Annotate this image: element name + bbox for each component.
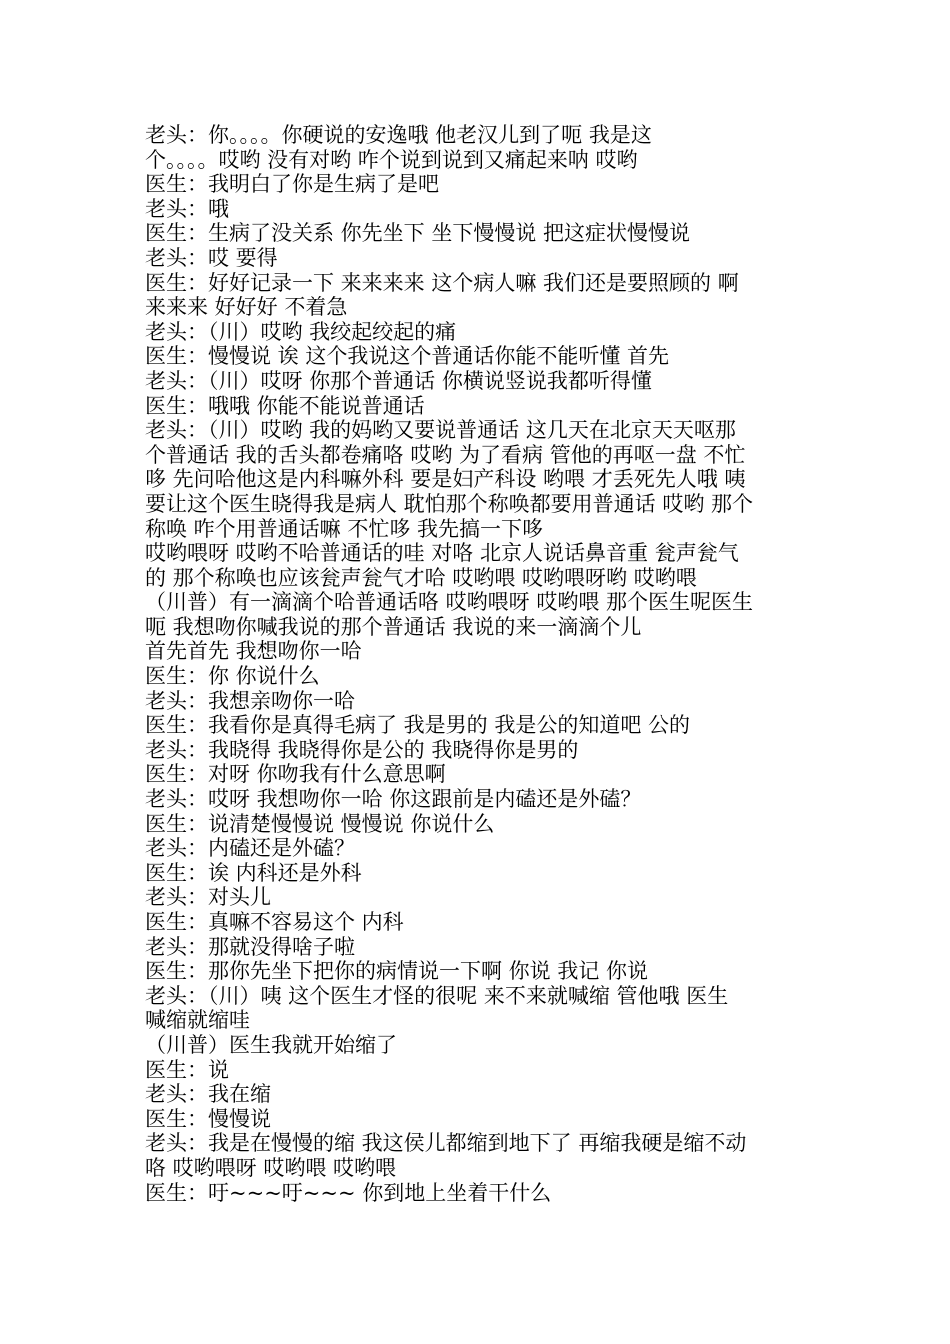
text-line: 老头：（川）哎哟 我绞起绞起的痛 [145, 319, 457, 344]
text-line: 医生：诶 内科还是外科 [145, 860, 362, 885]
text-line: 医生：生病了没关系 你先坐下 坐下慢慢说 把这症状慢慢说 [145, 221, 691, 246]
text-line: 咯 哎哟喂呀 哎哟喂 哎哟喂 [145, 1155, 397, 1180]
text-line: 老头：（川）咦 这个医生才怪的很呢 来不来就喊缩 管他哦 医生 [145, 983, 729, 1008]
text-line: 老头：那就没得啥子啦 [145, 934, 355, 959]
text-line: 喊缩就缩哇 [145, 1008, 250, 1033]
text-line: 个。。。。哎哟 没有对哟 咋个说到说到又痛起来呐 哎哟 [145, 147, 638, 172]
text-line: 医生：吁~~~吁~~~ 你到地上坐着干什么 [145, 1180, 552, 1205]
text-line: （川普）医生我就开始缩了 [145, 1032, 397, 1057]
text-line: 医生：我看你是真得毛病了 我是男的 我是公的知道吧 公的 [145, 713, 691, 738]
text-line: 医生：好好记录一下 来来来来 这个病人嘛 我们还是要照顾的 啊 [145, 270, 739, 295]
text-line: 来来来 好好好 不着急 [145, 295, 348, 320]
text-line: 老头：哦 [145, 196, 229, 221]
text-line: 首先首先 我想吻你一哈 [145, 639, 362, 664]
text-line: 老头：内磕还是外磕？ [145, 836, 355, 861]
text-line: 哆 先问哈他这是内科嘛外科 要是妇产科设 哟喂 才丢死先人哦 咦 [145, 467, 746, 492]
text-line: 老头：哎呀 我想吻你一哈 你这跟前是内磕还是外磕？ [145, 787, 642, 812]
text-line: 称唤 咋个用普通话嘛 不忙哆 我先搞一下哆 [145, 516, 544, 541]
text-line: 医生：慢慢说 [145, 1106, 271, 1131]
text-line: 老头：哎 要得 [145, 245, 278, 270]
text-line: 老头：（川）哎哟 我的妈哟又要说普通话 这几天在北京天天呕那 [145, 418, 736, 443]
text-line: 老头：（川）哎呀 你那个普通话 你横说竖说我都听得懂 [145, 368, 652, 393]
text-line: 医生：说清楚慢慢说 慢慢说 你说什么 [145, 811, 495, 836]
text-line: 呃 我想吻你喊我说的那个普通话 我说的来一滴滴个儿 [145, 614, 642, 639]
text-line: 医生：哦哦 你能不能说普通话 [145, 393, 425, 418]
text-line: 医生：你 你说什么 [145, 664, 320, 689]
text-line: 老头：我是在慢慢的缩 我这侯儿都缩到地下了 再缩我硬是缩不动 [145, 1131, 747, 1156]
text-line: 哎哟喂呀 哎哟不哈普通话的哇 对咯 北京人说话鼻音重 瓮声瓮气 [145, 541, 739, 566]
text-line: 的 那个称唤也应该瓮声瓮气才哈 哎哟喂 哎哟喂呀哟 哎哟喂 [145, 565, 697, 590]
text-line: 老头：你。。。。你硬说的安逸哦 他老汉儿到了呃 我是这 [145, 123, 652, 147]
text-line: 老头：对头儿 [145, 885, 271, 910]
text-line: （川普）有一滴滴个哈普通话咯 哎哟喂呀 哎哟喂 那个医生呢医生 [145, 590, 754, 615]
text-line: 个普通话 我的舌头都卷痛咯 哎哟 为了看病 管他的再呕一盘 不忙 [145, 442, 746, 467]
text-line: 老头：我晓得 我晓得你是公的 我晓得你是男的 [145, 737, 579, 762]
text-line: 医生：慢慢说 诶 这个我说这个普通话你能不能听懂 首先 [145, 344, 670, 369]
text-line: 医生：真嘛不容易这个 内科 [145, 910, 404, 934]
text-line: 医生：对呀 你吻我有什么意思啊 [145, 762, 446, 787]
text-line: 老头：我想亲吻你一哈 [145, 688, 355, 713]
text-line: 医生：我明白了你是生病了是吧 [145, 172, 439, 197]
text-line: 医生：那你先坐下把你的病情说一下啊 你说 我记 你说 [145, 959, 649, 984]
text-line: 要让这个医生晓得我是病人 耽怕那个称唤都要用普通话 哎哟 那个 [145, 491, 754, 516]
text-line: 医生：说 [145, 1057, 229, 1082]
text-line: 老头：我在缩 [145, 1082, 271, 1107]
dialogue-text [145, 123, 810, 1205]
